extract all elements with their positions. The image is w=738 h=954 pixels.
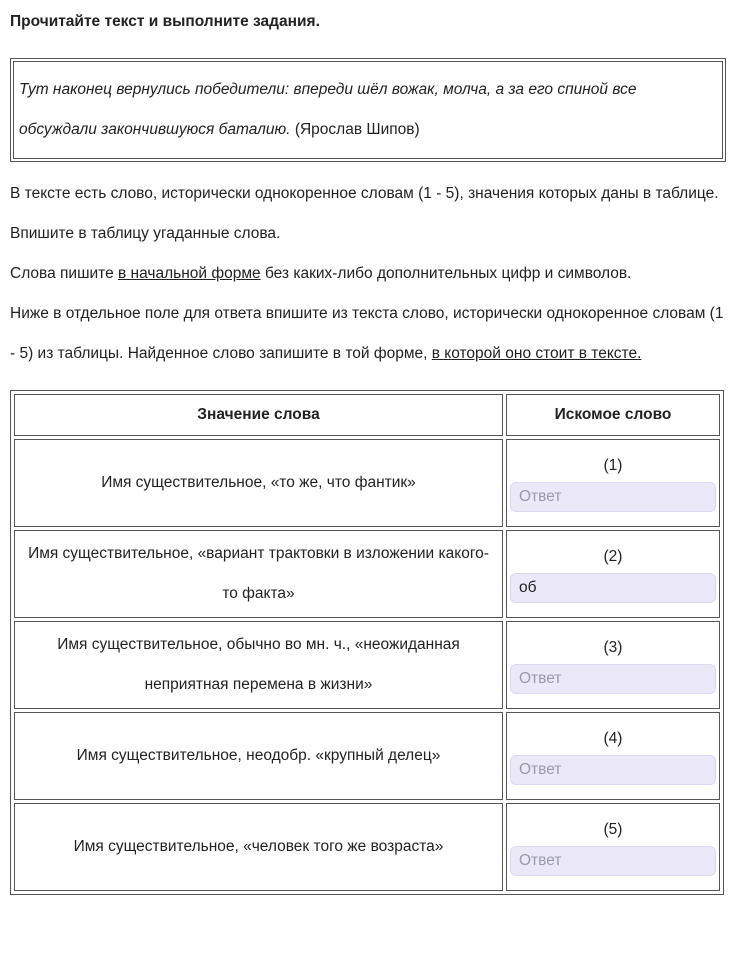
instruction-paragraph-2: [10, 254, 726, 294]
row-number: (1): [603, 457, 623, 474]
table-row: [14, 712, 720, 800]
answers-table: [10, 390, 724, 895]
row-meaning: Имя существительное, неодобр. «крупный делец»: [14, 712, 503, 800]
instruction-underline-text-form: в которой оно стоит в тексте.: [431, 345, 642, 362]
quote-italic: Тут наконец вернулись победители: впереди шёл вожак, молча, а за его спиной все обсуждали закончившуюся баталию.: [19, 81, 637, 138]
row-meaning: Имя существительное, обычно во мн. ч., «неожиданная неприятная перемена в жизни»: [14, 621, 503, 709]
instruction-text: без каких-либо дополнительных цифр и символов.: [260, 265, 632, 282]
row-number: (5): [603, 821, 623, 838]
instruction-underline-initial-form: в начальной форме: [118, 265, 261, 282]
row-answer-cell: [506, 621, 720, 709]
header-meaning: Значение слова: [14, 394, 503, 436]
task-heading: Прочитайте текст и выполните задания.: [10, 13, 320, 30]
instruction-text: Слова пишите: [10, 265, 119, 282]
row-answer-cell: [506, 712, 720, 800]
answer-input-4[interactable]: [510, 755, 716, 785]
table-row: [14, 803, 720, 891]
answer-input-1[interactable]: [510, 482, 716, 512]
row-number: (3): [603, 639, 623, 656]
row-meaning: Имя существительное, «человек того же возраста»: [14, 803, 503, 891]
row-number: (2): [603, 548, 623, 565]
instruction-text: Ниже в отдельное поле для ответа впишите из текста слово, исторически однокоренное словам (1 - 5) из таблицы. Найденное слово запишите в той форме,: [10, 305, 724, 362]
row-answer-cell: [506, 439, 720, 527]
table-header-row: [14, 394, 720, 436]
answer-input-5[interactable]: [510, 846, 716, 876]
row-answer-cell: [506, 803, 720, 891]
answer-input-3[interactable]: [510, 664, 716, 694]
row-number: (4): [603, 730, 623, 747]
table-row: [14, 530, 720, 618]
task-page: [0, 12, 738, 895]
quote-author: (Ярослав Шипов): [294, 121, 420, 138]
instruction-paragraph-3: [10, 294, 726, 374]
table-row: [14, 621, 720, 709]
answer-input-2[interactable]: [510, 573, 716, 603]
row-answer-cell: [506, 530, 720, 618]
row-meaning: Имя существительное, «вариант трактовки в изложении какого-то факта»: [14, 530, 503, 618]
row-meaning: Имя существительное, «то же, что фантик»: [14, 439, 503, 527]
table-row: [14, 439, 720, 527]
instruction-paragraph-1: В тексте есть слово, исторически однокоренное словам (1 - 5), значения которых даны в таблице. Впишите в таблицу угаданные слова.: [10, 185, 719, 242]
instructions: [10, 174, 726, 374]
quote-box: [10, 58, 726, 162]
header-word: Искомое слово: [506, 394, 720, 436]
quote-text: [13, 61, 723, 159]
